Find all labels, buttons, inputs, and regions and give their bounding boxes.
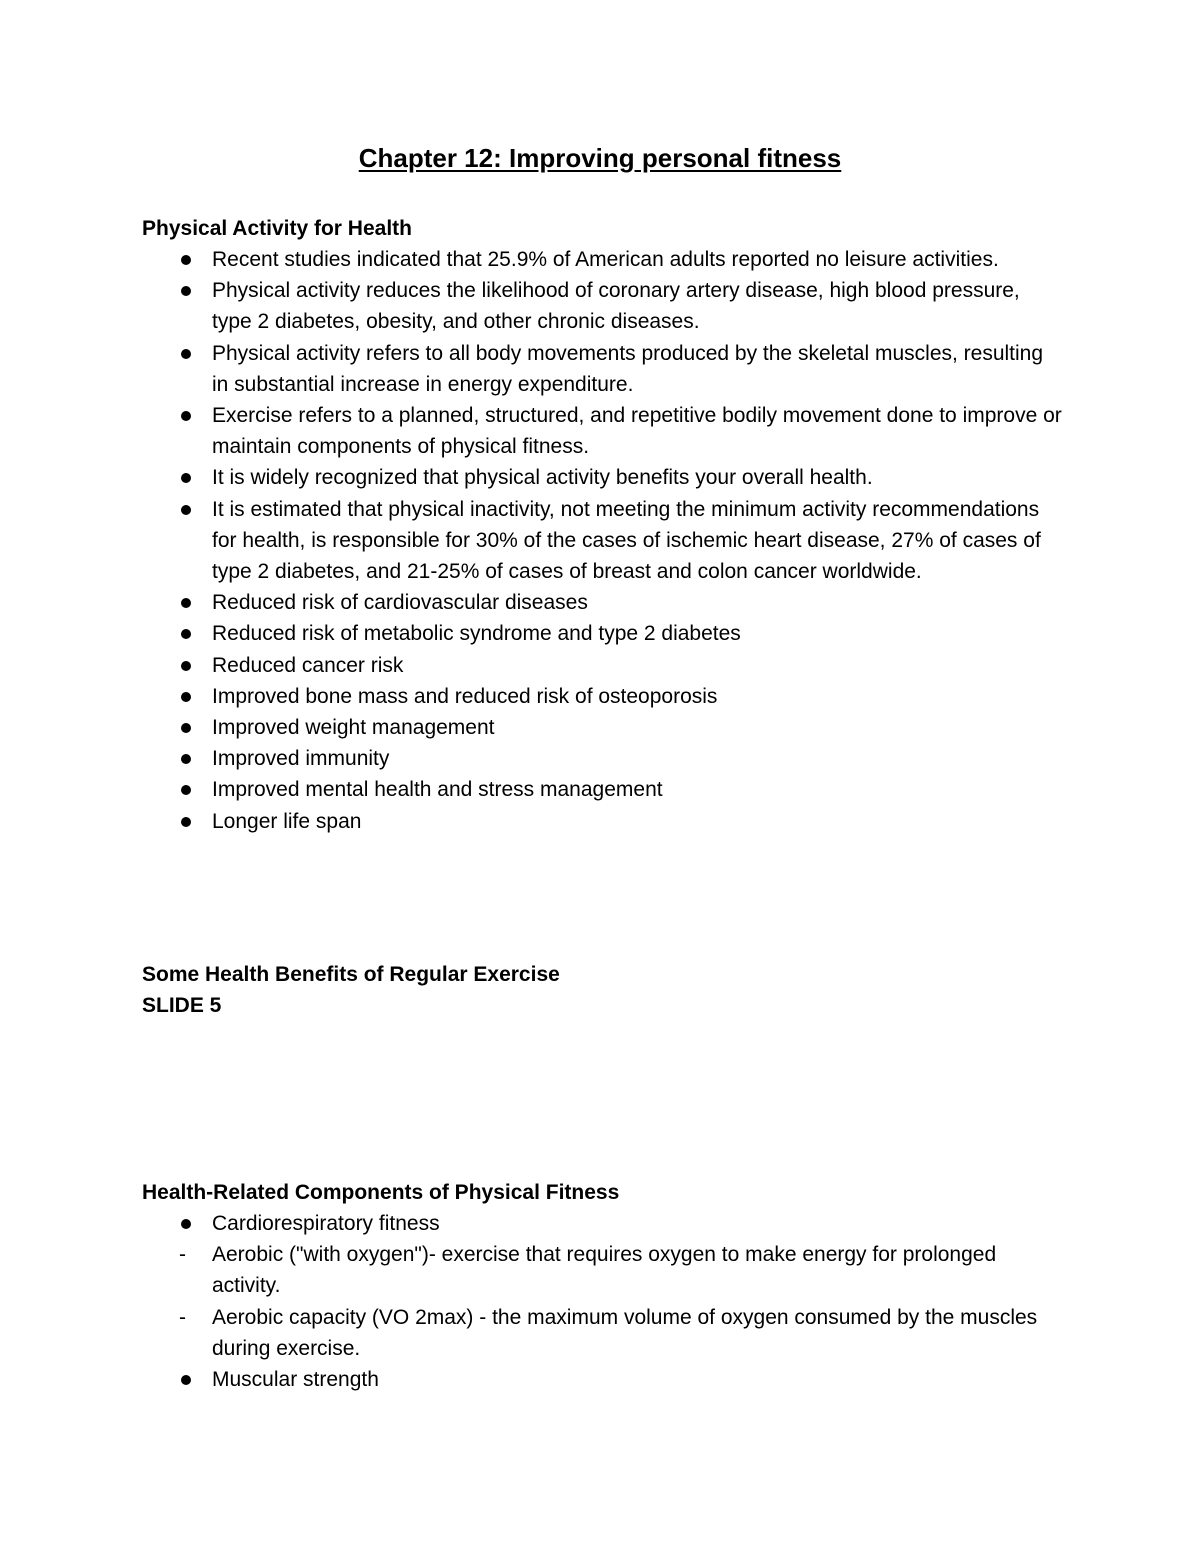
list-item	[142, 494, 1062, 588]
bullet-list	[142, 244, 1062, 837]
section-heading: Health-Related Components of Physical Fitness	[142, 1181, 620, 1204]
list-item	[142, 1239, 1062, 1301]
section-fitness-components	[142, 1177, 1062, 1395]
list-item-text: Reduced cancer risk	[212, 653, 404, 677]
list-item-text: Reduced risk of cardiovascular diseases	[212, 591, 588, 615]
list-item-text: Physical activity refers to all body movements produced by the skeletal muscles, resulting in substantial increase in energy expenditure.	[212, 341, 1044, 396]
list-item	[142, 650, 1062, 681]
list-item-text: Improved mental health and stress management	[212, 778, 663, 802]
section-physical-activity	[142, 213, 1062, 837]
list-item-text: Exercise refers to a planned, structured, and repetitive bodily movement done to improve or maintain components of physical fitness.	[212, 404, 1062, 459]
list-item	[142, 681, 1062, 712]
list-item	[142, 400, 1062, 462]
list-item-text: Improved immunity	[212, 747, 390, 771]
list-item-text: Recent studies indicated that 25.9% of American adults reported no leisure activities.	[212, 248, 999, 271]
list-item	[142, 1302, 1062, 1364]
list-item	[142, 275, 1062, 337]
list-item	[142, 712, 1062, 743]
list-item-text: Muscular strength	[212, 1368, 379, 1392]
section-health-benefits	[142, 959, 1062, 1021]
list-item-text: Improved weight management	[212, 716, 495, 740]
list-item-text: Aerobic ("with oxygen")- exercise that requires oxygen to make energy for prolonged activity.	[212, 1243, 997, 1298]
list-item-text: Reduced risk of metabolic syndrome and type 2 diabetes	[212, 622, 741, 646]
list-item-text: Aerobic capacity (VO 2max) - the maximum volume of oxygen consumed by the muscles during exercise.	[212, 1305, 1038, 1360]
list-item-text: It is estimated that physical inactivity, not meeting the minimum activity recommendations for health, is responsible for 30% of the cases of ischemic heart disease, 27% of cases of type 2 diabetes, and 21-25% of cases of breast and colon cancer worldwide.	[212, 497, 1041, 584]
page-title: Chapter 12: Improving personal fitness	[358, 143, 842, 173]
slide-reference: SLIDE 5	[142, 994, 222, 1017]
list-item	[142, 743, 1062, 774]
list-item	[142, 618, 1062, 649]
section-heading: Physical Activity for Health	[142, 217, 412, 240]
list-item-text: It is widely recognized that physical activity benefits your overall health.	[212, 466, 873, 490]
list-item	[142, 806, 1062, 837]
list-item	[142, 1208, 1062, 1239]
section-heading: Some Health Benefits of Regular Exercise	[142, 963, 560, 986]
list-item	[142, 338, 1062, 400]
list-item	[142, 587, 1062, 618]
list-item-text: Cardiorespiratory fitness	[212, 1212, 440, 1235]
bullet-list	[142, 1208, 1062, 1395]
list-item-text: Longer life span	[212, 809, 362, 833]
list-item-text: Physical activity reduces the likelihood of coronary artery disease, high blood pressure, type 2 diabetes, obesity, and other chronic diseases.	[212, 279, 1020, 334]
list-item	[142, 462, 1062, 493]
list-item-text: Improved bone mass and reduced risk of osteoporosis	[212, 684, 718, 708]
list-item	[142, 774, 1062, 805]
list-item	[142, 1364, 1062, 1395]
list-item	[142, 244, 1062, 275]
